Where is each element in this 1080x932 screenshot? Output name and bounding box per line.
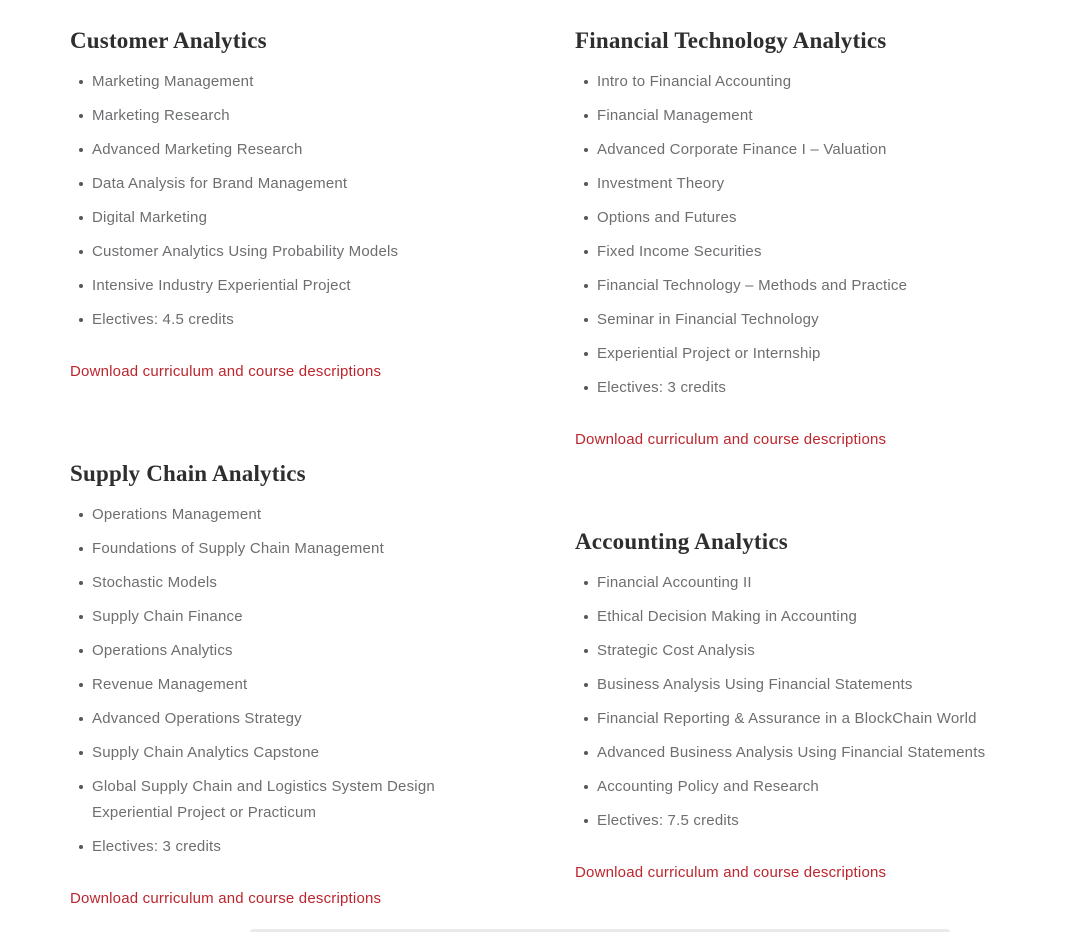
course-item: Intensive Industry Experiential Project	[70, 273, 505, 299]
section-accounting-analytics	[575, 528, 1010, 886]
course-item: Seminar in Financial Technology	[575, 307, 1010, 333]
section-title-customer-analytics: Customer Analytics	[70, 28, 267, 53]
course-item: Advanced Business Analysis Using Financial Statements	[575, 740, 1010, 766]
section-title-accounting-analytics: Accounting Analytics	[575, 529, 788, 554]
course-item: Data Analysis for Brand Management	[70, 171, 505, 197]
course-item: Advanced Marketing Research	[70, 137, 505, 163]
course-item: Operations Analytics	[70, 638, 505, 664]
section-customer-analytics	[70, 27, 505, 385]
download-link-customer-analytics[interactable]: Download curriculum and course descriptions	[70, 363, 382, 380]
course-item: Experiential Project or Internship	[575, 341, 1010, 367]
course-item: Electives: 3 credits	[575, 375, 1010, 401]
course-item: Digital Marketing	[70, 205, 505, 231]
section-financial-technology-analytics	[575, 27, 1010, 453]
course-item: Advanced Corporate Finance I – Valuation	[575, 137, 1010, 163]
course-item: Accounting Policy and Research	[575, 774, 1010, 800]
left-column	[70, 27, 505, 912]
course-item: Financial Technology – Methods and Practice	[575, 273, 1010, 299]
course-item: Options and Futures	[575, 205, 1010, 231]
course-item: Financial Reporting & Assurance in a BlockChain World	[575, 706, 1010, 732]
course-item: Financial Management	[575, 103, 1010, 129]
course-item: Marketing Research	[70, 103, 505, 129]
course-item: Foundations of Supply Chain Management	[70, 536, 505, 562]
course-item: Customer Analytics Using Probability Models	[70, 239, 505, 265]
course-item: Revenue Management	[70, 672, 505, 698]
section-title-financial-technology-analytics: Financial Technology Analytics	[575, 28, 887, 53]
course-item: Investment Theory	[575, 171, 1010, 197]
course-item: Global Supply Chain and Logistics System Design Experiential Project or Practicum	[70, 774, 505, 826]
course-item: Electives: 4.5 credits	[70, 307, 505, 333]
download-link-financial-technology-analytics[interactable]: Download curriculum and course descriptions	[575, 431, 887, 448]
course-item: Financial Accounting II	[575, 570, 1010, 596]
course-item: Supply Chain Finance	[70, 604, 505, 630]
download-link-supply-chain-analytics[interactable]: Download curriculum and course descriptions	[70, 890, 382, 907]
course-list-accounting-analytics	[575, 570, 1010, 834]
course-item: Fixed Income Securities	[575, 239, 1010, 265]
course-item: Electives: 7.5 credits	[575, 808, 1010, 834]
course-item: Intro to Financial Accounting	[575, 69, 1010, 95]
course-item: Operations Management	[70, 502, 505, 528]
course-item: Ethical Decision Making in Accounting	[575, 604, 1010, 630]
right-column	[575, 27, 1010, 912]
section-supply-chain-analytics	[70, 460, 505, 912]
course-item: Stochastic Models	[70, 570, 505, 596]
course-item: Marketing Management	[70, 69, 505, 95]
course-item: Electives: 3 credits	[70, 834, 505, 860]
course-item: Advanced Operations Strategy	[70, 706, 505, 732]
course-item: Strategic Cost Analysis	[575, 638, 1010, 664]
course-list-financial-technology-analytics	[575, 69, 1010, 401]
course-item: Business Analysis Using Financial Statements	[575, 672, 1010, 698]
course-item: Supply Chain Analytics Capstone	[70, 740, 505, 766]
download-link-accounting-analytics[interactable]: Download curriculum and course descriptions	[575, 864, 887, 881]
section-title-supply-chain-analytics: Supply Chain Analytics	[70, 461, 306, 486]
course-list-customer-analytics	[70, 69, 505, 333]
course-list-supply-chain-analytics	[70, 502, 505, 860]
